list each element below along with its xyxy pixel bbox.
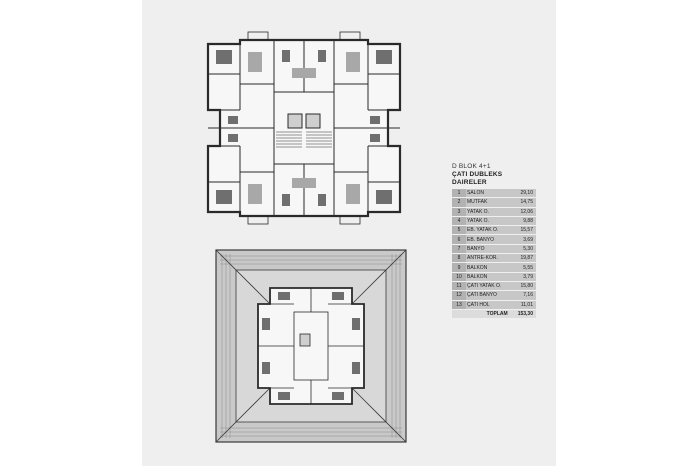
room-area-table [452, 189, 536, 319]
legend-subtitle: ÇATI DUBLEKS DAIRELER [452, 171, 503, 186]
table-row [452, 281, 536, 290]
floor-plan-upper [204, 24, 404, 232]
room-number: 1 [452, 189, 466, 198]
table-row [452, 207, 536, 216]
room-area: 14,75 [512, 198, 536, 207]
table-row [452, 291, 536, 300]
room-number: 11 [452, 281, 466, 290]
room-number: 3 [452, 207, 466, 216]
room-area: 11,01 [512, 300, 536, 309]
room-name: EB. YATAK O. [466, 226, 512, 235]
table-row [452, 226, 536, 235]
table-row [452, 235, 536, 244]
roof-plan [214, 248, 408, 444]
table-row [452, 300, 536, 309]
room-number: 2 [452, 198, 466, 207]
room-area: 15,57 [512, 226, 536, 235]
room-name: YATAK O. [466, 207, 512, 216]
total-label: TOPLAM [466, 309, 512, 318]
table-row [452, 254, 536, 263]
room-number: 10 [452, 272, 466, 281]
room-name: BALKON [466, 263, 512, 272]
total-area: 153,30 [512, 309, 536, 318]
room-name: EB. BANYO [466, 235, 512, 244]
room-area: 19,87 [512, 254, 536, 263]
room-area: 15,80 [512, 281, 536, 290]
room-name: BALKON [466, 272, 512, 281]
room-number: 4 [452, 216, 466, 225]
room-number: 13 [452, 300, 466, 309]
room-number: 6 [452, 235, 466, 244]
room-area: 12,06 [512, 207, 536, 216]
room-area: 3,69 [512, 235, 536, 244]
room-area: 29,10 [512, 189, 536, 198]
room-name: SALON [466, 189, 512, 198]
room-area: 9,88 [512, 216, 536, 225]
table-row [452, 189, 536, 198]
room-name: ÇATI BANYO [466, 291, 512, 300]
room-number: 8 [452, 254, 466, 263]
table-row [452, 216, 536, 225]
room-name: ANTRE-KOR. [466, 254, 512, 263]
table-row [452, 244, 536, 253]
table-row [452, 198, 536, 207]
table-row [452, 272, 536, 281]
room-name: MUTFAK [466, 198, 512, 207]
room-name: BANYO [466, 244, 512, 253]
room-area: 5,30 [512, 244, 536, 253]
room-number: 9 [452, 263, 466, 272]
room-number: 12 [452, 291, 466, 300]
room-area: 5,55 [512, 263, 536, 272]
room-name: ÇATI HOL [466, 300, 512, 309]
table-row [452, 263, 536, 272]
room-area: 3,79 [512, 272, 536, 281]
room-number: 5 [452, 226, 466, 235]
room-area: 7,16 [512, 291, 536, 300]
legend-block-title: D BLOK 4+1 [452, 163, 491, 170]
room-name: ÇATI YATAK O. [466, 281, 512, 290]
room-name: YATAK O. [466, 216, 512, 225]
room-number: 7 [452, 244, 466, 253]
total-row [452, 309, 536, 318]
total-number-cell [452, 309, 466, 318]
room-legend [452, 163, 536, 319]
